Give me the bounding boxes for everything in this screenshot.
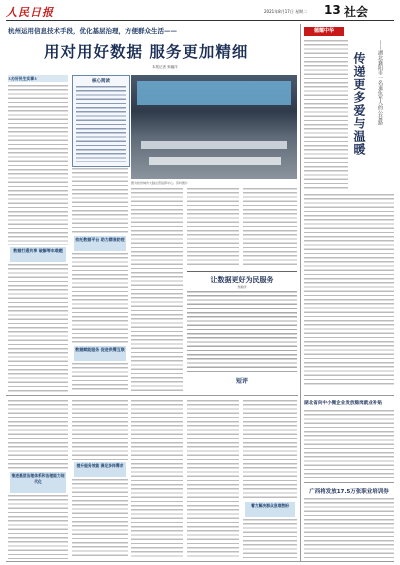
right-text-b [304,194,394,386]
newspaper-logo: 人民日报 [6,6,54,19]
right-divider-1 [304,395,394,396]
photo-screen-wall [137,81,291,105]
subhead-2: 依托数据平台 助力精准防疫 [74,236,126,251]
right-text-a [304,40,348,190]
lower-text-col1 [8,400,68,470]
page-number: 13 [324,3,341,17]
body-text-col4 [187,188,239,268]
commentary-tag: 短评 [235,378,248,385]
footer-rule [6,561,394,562]
photo-desks-2 [149,157,281,165]
lower-subhead-3: 着力解决群众急难愁盼 [245,502,295,517]
article-headline: 用对用好数据 服务更加精细 [44,43,249,61]
right-column-rule [300,24,301,562]
body-text-col1b [8,264,68,392]
lower-text-col2b [72,479,128,559]
commentary-box [187,271,297,392]
lower-text-col1b [8,495,68,559]
body-text-col5 [243,188,297,268]
body-text-col2c [72,363,128,392]
lower-text-col3 [131,400,183,559]
section-name: 社会 [344,5,369,19]
masthead-rule [6,20,394,21]
subhead-3: 数据赋能服务 促进供需互联 [74,346,126,361]
news-text-1 [304,410,394,478]
article-byline: 本报记者 窦瀚洋 [152,65,178,69]
news-headline-1: 湖北省向中小微企业发放稳岗就业补贴 [304,401,383,406]
subhead-1: 数据打通共享 破解等车难题 [10,247,66,262]
news-text-2 [304,498,394,559]
lower-text-col5a [243,400,297,500]
lower-subhead-2: 提升服务效能 满足多样需求 [74,462,126,477]
body-text-col3 [131,188,183,392]
core-reading-text [76,86,126,162]
right-divider-2 [304,482,394,483]
command-center-photo [131,75,297,179]
news-headline-2: 广西将发放17.5万张职业培训券 [309,489,389,495]
body-text-col2b [72,253,128,343]
photo-desks [141,141,287,149]
virtue-banner: 德耀中华 [304,27,344,36]
lower-text-col5b [243,519,297,559]
body-text-col1a [8,85,68,245]
commentary-title: 让数据更好为民服务 [210,276,274,284]
column-title: 传递更多爱与温暖 [352,52,366,156]
core-reading-title: 核心阅读 [92,79,110,84]
masthead [6,4,394,18]
issue-date: 2021年8月17日 星期二 [264,9,308,14]
lower-text-col2 [72,400,128,460]
commentary-byline: 窦瀚洋 [237,285,247,289]
column-subtitle: ——湖北襄阳市一名退伍军人的公益路 [377,40,383,125]
section-divider [6,395,298,396]
body-text-col2 [72,168,128,234]
photo-caption: 图为杭州城市大脑运营指挥中心。资料图片 [131,181,189,185]
series-tag: ①办好民生实事① [8,75,68,82]
lower-text-col4 [187,400,239,559]
lower-subhead-1: 推进基层治理体系和治理能力现代化 [10,472,66,493]
core-reading-box [72,75,130,167]
commentary-text [187,291,297,375]
article-kicker: 杭州运用信息技术手段，优化基层治理，方便群众生活—— [8,27,177,35]
